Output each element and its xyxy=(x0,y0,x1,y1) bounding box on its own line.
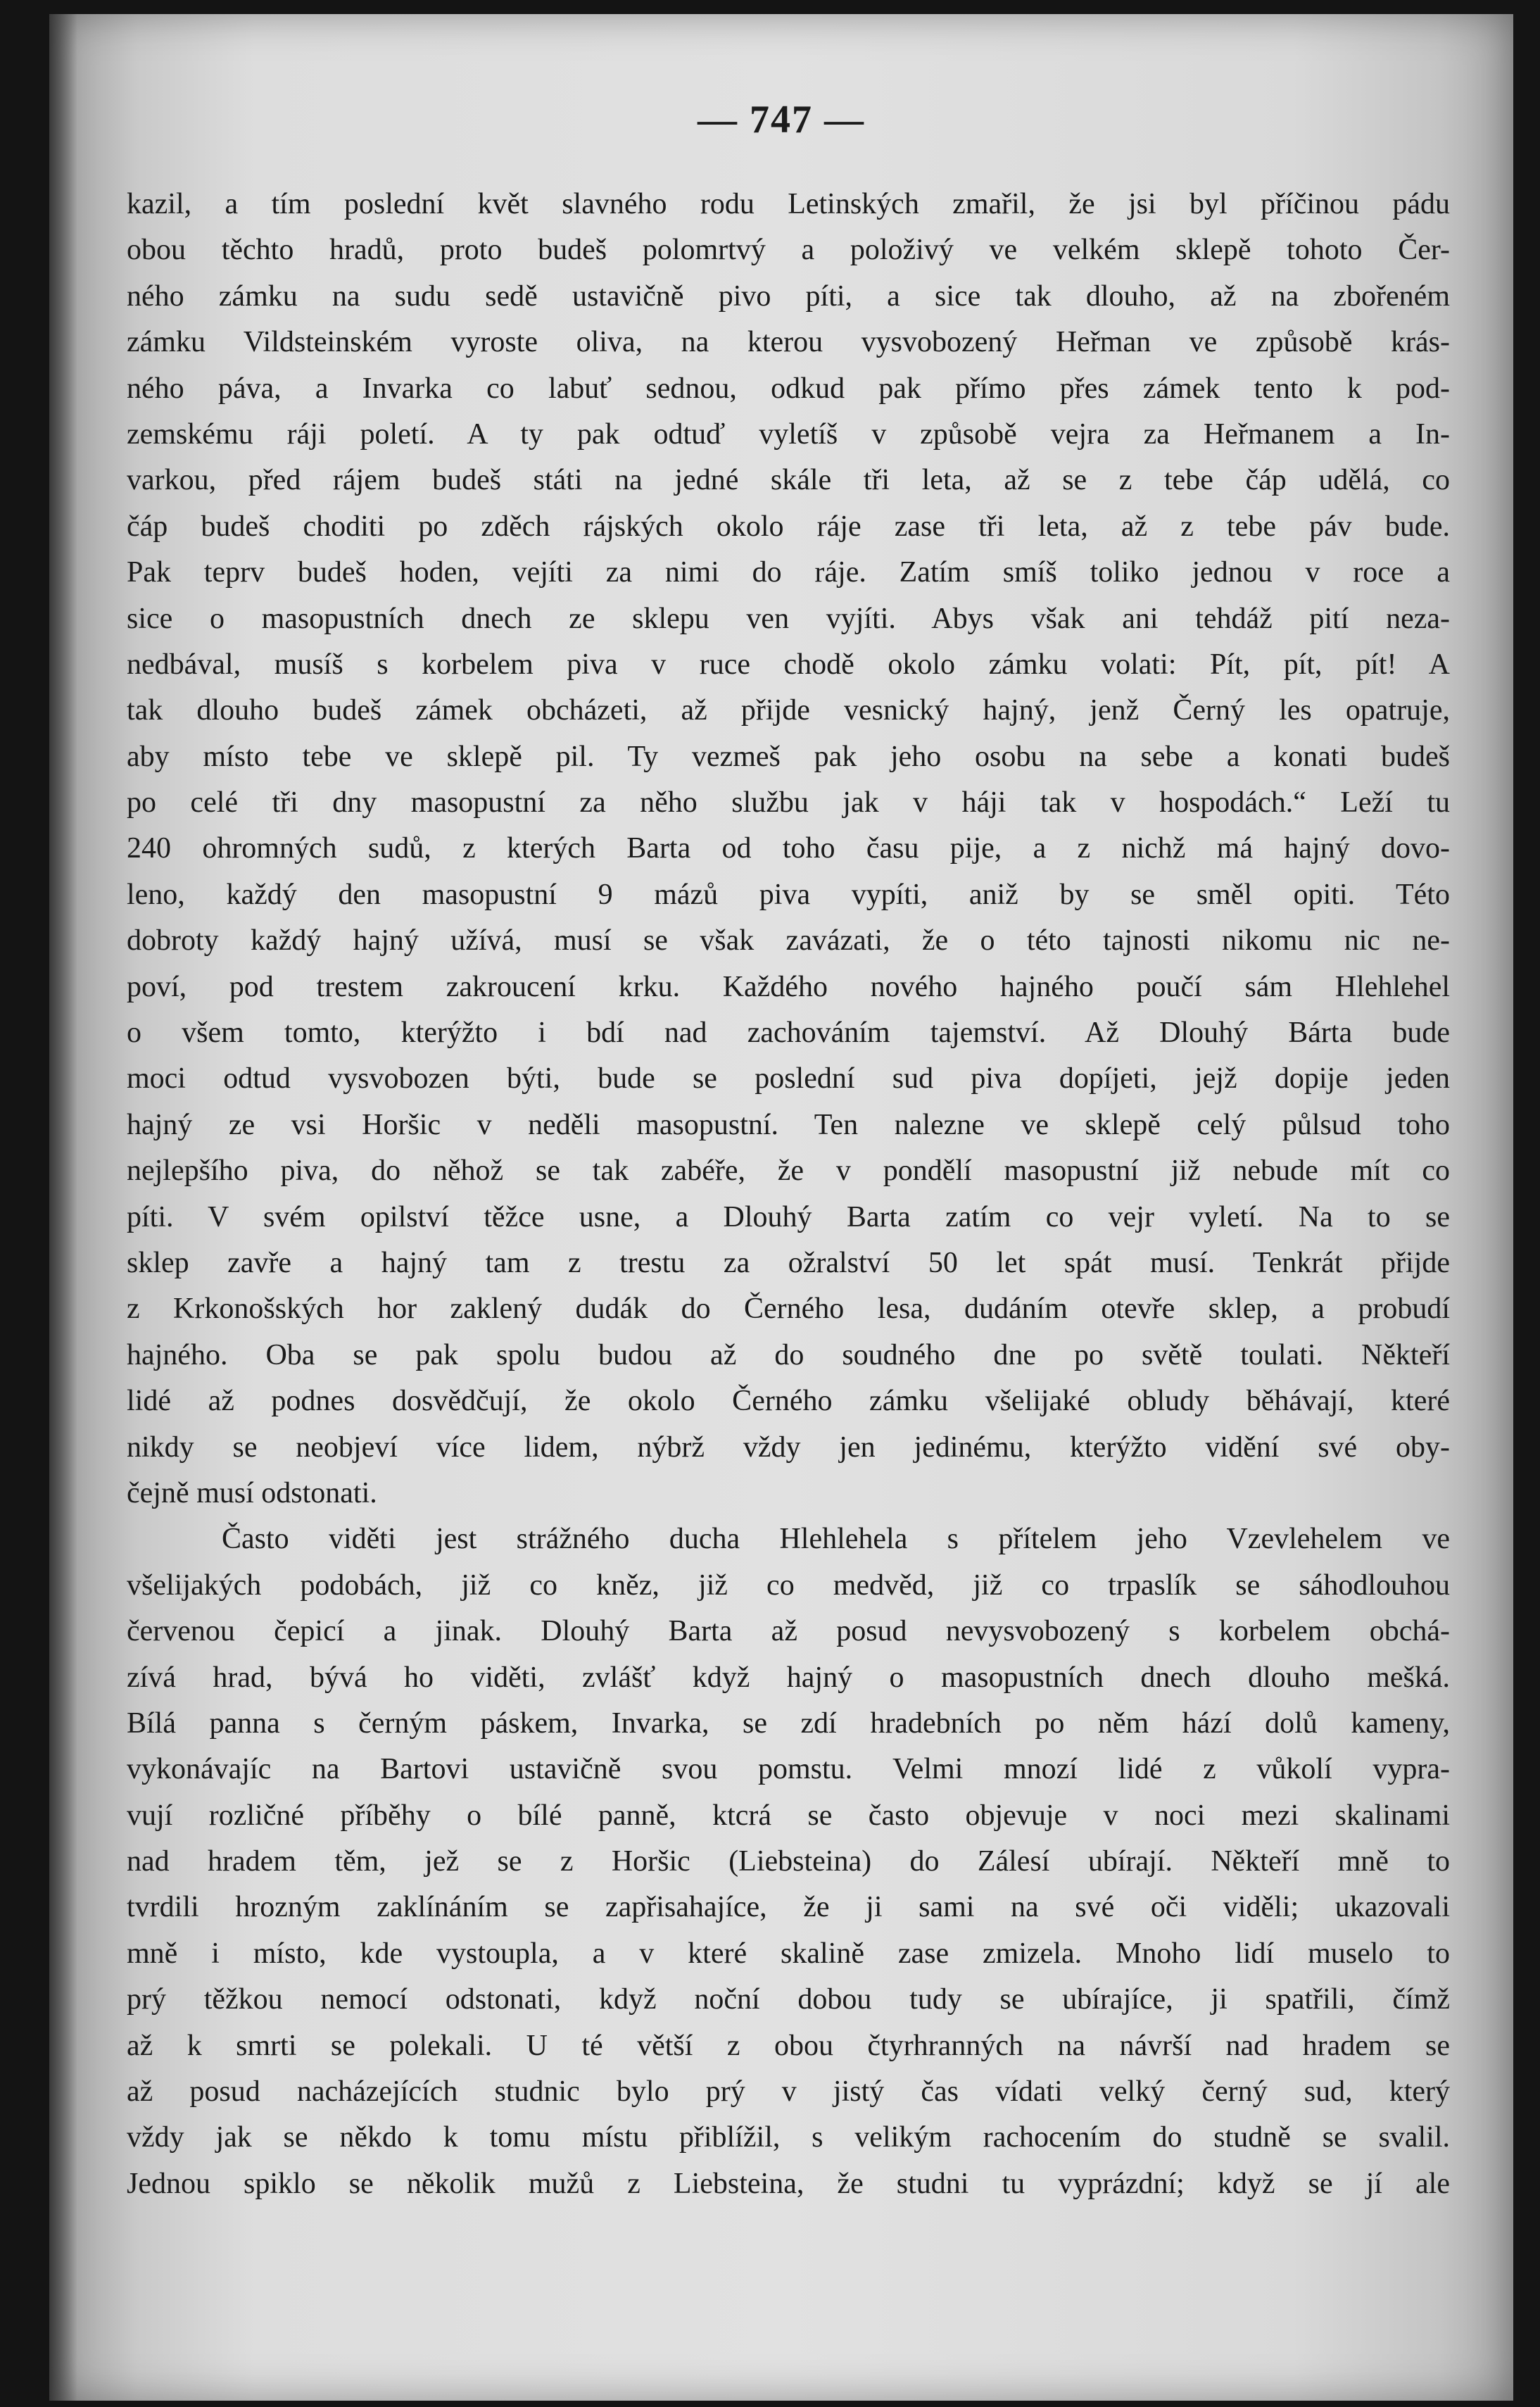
page-binding-shadow xyxy=(49,14,77,2401)
text-line: Jednou spiklo se několik mužů z Liebsteina, že studni tu vyprázdní; když se jí ale xyxy=(127,2167,1450,2200)
text-line: aby místo tebe ve sklepě pil. Ty vezmeš pak jeho osobu na sebe a konati budeš xyxy=(127,740,1450,773)
text-line: zámku Vildsteinském vyroste oliva, na kterou vysvobozený Heřman ve způsobě krás- xyxy=(127,326,1450,359)
text-line: po celé tři dny masopustní za něho službu jak v háji tak v hospodách.“ Leží tu xyxy=(127,786,1450,819)
text-line: vují rozličné příběhy o bílé panně, ktcrá se často objevuje v noci mezi skalinami xyxy=(127,1799,1450,1832)
text-line: mně i místo, kde vystoupla, a v které skalině zase zmizela. Mnoho lidí muselo to xyxy=(127,1937,1450,1970)
text-line: hajný ze vsi Horšic v neděli masopustní. Ten nalezne ve sklepě celý půlsud toho xyxy=(127,1108,1450,1141)
text-line: až posud nacházejících studnic bylo prý v jistý čas vídati velký černý sud, který xyxy=(127,2075,1450,2109)
text-line: tvrdili hrozným zaklínáním se zapřisahajíce, že ji sami na své oči viděli; ukazovali xyxy=(127,1891,1450,1924)
text-line: čejně musí odstonati. xyxy=(127,1476,377,1509)
text-line: sklep zavře a hajný tam z trestu za ožralství 50 let spát musí. Tenkrát přijde xyxy=(127,1246,1450,1279)
text-line: leno, každý den masopustní 9 mázů piva vypíti, aniž by se směl opiti. Této xyxy=(127,878,1450,911)
text-line: Často viděti jest strážného ducha Hlehlehela s přítelem jeho Vzevlehelem ve xyxy=(222,1523,1450,1556)
text-line: varkou, před rájem budeš státi na jedné skále tři leta, až se z tebe čáp udělá, co xyxy=(127,464,1450,497)
page-number: — 747 — xyxy=(698,98,865,142)
text-line: dobroty každý hajný užívá, musí se však zavázati, že o této tajnosti nikomu nic ne- xyxy=(127,924,1450,957)
text-line: píti. V svém opilství těžce usne, a Dlouhý Barta zatím co vejr vyletí. Na to se xyxy=(127,1200,1450,1233)
text-line: nikdy se neobjeví více lidem, nýbrž vždy jen jedinému, kterýžto vidění své oby- xyxy=(127,1431,1450,1464)
page-text xyxy=(127,182,1450,2207)
paragraph-2 xyxy=(127,1516,1450,2207)
text-line: Pak teprv budeš hoden, vejíti za nimi do ráje. Zatím smíš toliko jednou v roce a xyxy=(127,556,1450,589)
book-page xyxy=(49,14,1513,2401)
text-line: sice o masopustních dnech ze sklepu ven vyjíti. Abys však ani tehdáž pití neza- xyxy=(127,602,1450,635)
text-line: všelijakých podobách, již co kněz, již co medvěd, již co trpaslík se sáhodlouhou xyxy=(127,1569,1450,1602)
text-line: kazil, a tím poslední květ slavného rodu Letinských zmařil, že jsi byl příčinou pádu xyxy=(127,188,1450,220)
text-line: prý těžkou nemocí odstonati, když noční dobou tudy se ubírajíce, ji spatřili, čímž xyxy=(127,1983,1450,2016)
text-line: poví, pod trestem zakroucení krku. Každého nového hajného poučí sám Hlehlehel xyxy=(127,970,1450,1003)
text-line: až k smrti se polekali. U té větší z obou čtyrhranných na návrší nad hradem se xyxy=(127,2029,1450,2062)
text-line: zemskému ráji poletí. A ty pak odtuď vyletíš v způsobě vejra za Heřmanem a In- xyxy=(127,417,1450,451)
text-line: 240 ohromných sudů, z kterých Barta od toho času pije, a z nichž má hajný dovo- xyxy=(127,832,1450,865)
text-line: ného zámku na sudu sedě ustavičně pivo píti, a sice tak dlouho, až na zbořeném xyxy=(127,279,1450,313)
text-line: lidé až podnes dosvědčují, že okolo Černého zámku všelijaké obludy běhávají, které xyxy=(127,1385,1450,1418)
text-line: moci odtud vysvobozen býti, bude se poslední sud piva dopíjeti, jejž dopije jeden xyxy=(127,1062,1450,1095)
text-line: o všem tomto, kterýžto i bdí nad zachováním tajemství. Až Dlouhý Bárta bude xyxy=(127,1017,1450,1050)
text-line: hajného. Oba se pak spolu budou až do soudného dne po světě toulati. Někteří xyxy=(127,1338,1450,1371)
text-line: obou těchto hradů, proto budeš polomrtvý a položivý ve velkém sklepě tohoto Čer- xyxy=(127,234,1450,267)
text-line: ného páva, a Invarka co labuť sednou, odkud pak přímo přes zámek tento k pod- xyxy=(127,372,1450,405)
text-line: zívá hrad, bývá ho viděti, zvlášť když hajný o masopustních dnech dlouho mešká. xyxy=(127,1661,1450,1694)
text-line: červenou čepicí a jinak. Dlouhý Barta až posud nevysvobozený s korbelem obchá- xyxy=(127,1615,1450,1648)
text-line: z Krkonošských hor zaklený dudák do Černého lesa, dudáním otevře sklep, a probudí xyxy=(127,1293,1450,1326)
paragraph-1 xyxy=(127,182,1450,1516)
text-line: nedbával, musíš s korbelem piva v ruce chodě okolo zámku volati: Pít, pít, pít! A xyxy=(127,648,1450,681)
text-line: vždy jak se někdo k tomu místu přiblížil, s velikým rachocením do studně se svalil. xyxy=(127,2121,1450,2154)
text-line: čáp budeš choditi po zděch rájských okolo ráje zase tři leta, až z tebe páv bude. xyxy=(127,510,1450,543)
text-line: Bílá panna s černým páskem, Invarka, se zdí hradebních po něm hází dolů kameny, xyxy=(127,1707,1450,1740)
text-line: nad hradem těm, jež se z Horšic (Liebsteina) do Zálesí ubírají. Někteří mně to xyxy=(127,1845,1450,1878)
text-line: nejlepšího piva, do něhož se tak zabéře, že v pondělí masopustní již nebude mít co xyxy=(127,1155,1450,1188)
text-line: tak dlouho budeš zámek obcházeti, až přijde vesnický hajný, jenž Černý les opatruje, xyxy=(127,694,1450,727)
text-line: vykonávajíc na Bartovi ustavičně svou pomstu. Velmi mnozí lidé z vůkolí vypra- xyxy=(127,1753,1450,1786)
